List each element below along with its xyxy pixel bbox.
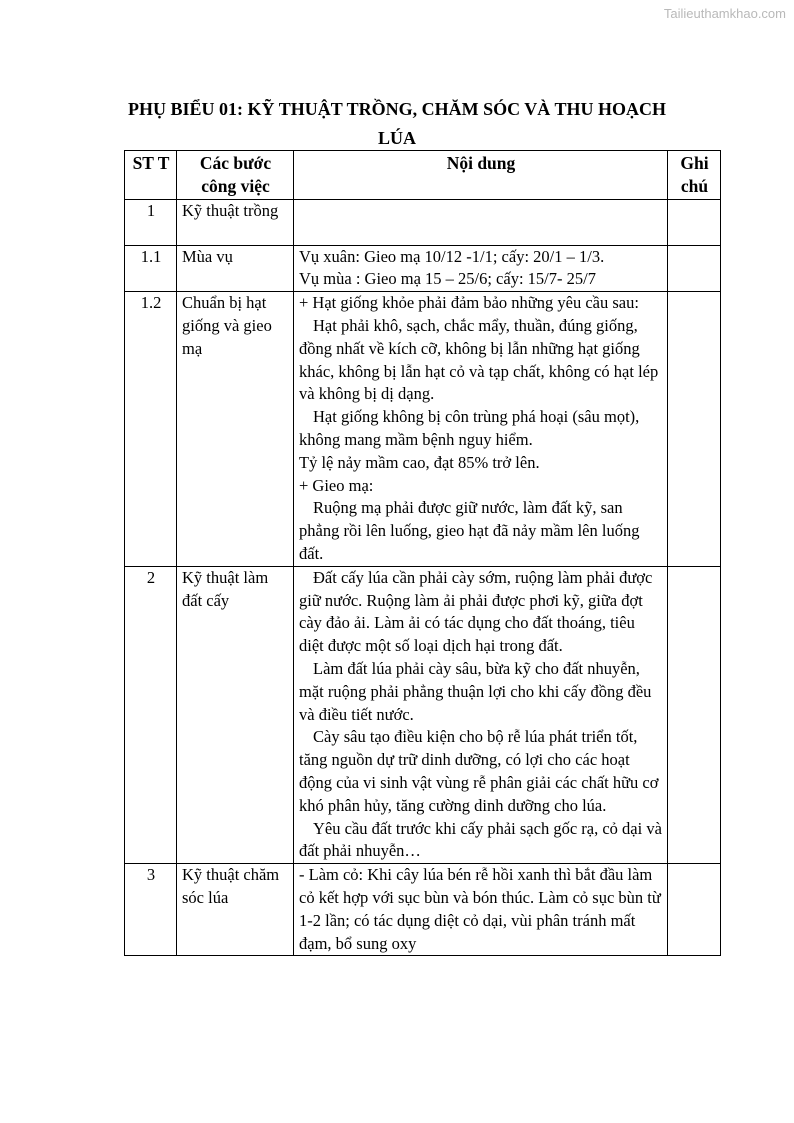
table-row xyxy=(125,199,721,245)
row-stt: 1.2 xyxy=(125,292,177,567)
content-paragraph: Tỷ lệ nảy mầm cao, đạt 85% trở lên. xyxy=(299,452,540,472)
content-paragraph: + Hạt giống khỏe phải đảm bảo những yêu cầu sau: xyxy=(299,293,639,313)
content-paragraph: Ruộng mạ phải được giữ nước, làm đất kỹ, san phẳng rồi lên luống, gieo hạt đã nảy mầm lên luống đất. xyxy=(299,498,640,563)
row-content xyxy=(294,292,668,567)
header-stt: ST T xyxy=(125,151,177,200)
table-row xyxy=(125,566,721,863)
page-title: PHỤ BIỂU 01: KỸ THUẬT TRỒNG, CHĂM SÓC VÀ THU HOẠCH LÚA xyxy=(128,99,666,148)
content-paragraph: Hạt giống không bị côn trùng phá hoại (sâu mọt), không mang mầm bệnh nguy hiểm. xyxy=(299,407,640,449)
row-note xyxy=(668,199,721,245)
rice-technique-table xyxy=(124,150,721,956)
row-content xyxy=(294,245,668,292)
row-step: Chuẩn bị hạt giống và gieo mạ xyxy=(177,292,294,567)
row-stt: 2 xyxy=(125,566,177,863)
row-step: Kỹ thuật trồng xyxy=(177,199,294,245)
row-step: Kỹ thuật chăm sóc lúa xyxy=(177,864,294,956)
row-note xyxy=(668,566,721,863)
row-note xyxy=(668,245,721,292)
header-step: Các bước công việc xyxy=(177,151,294,200)
table-row xyxy=(125,864,721,956)
row-stt: 1.1 xyxy=(125,245,177,292)
content-paragraph: Đất cấy lúa cần phải cày sớm, ruộng làm phải được giữ nước. Ruộng làm ải phải được phơi kỹ, giữa đợt cày đảo ải. Làm ải có tác dụng cho đất thoáng, tiêu diệt được một số loại dịch hại trong đất. xyxy=(299,567,653,656)
row-content xyxy=(294,566,668,863)
header-note: Ghi chú xyxy=(668,151,721,200)
table-row xyxy=(125,245,721,292)
content-paragraph: Làm đất lúa phải cày sâu, bừa kỹ cho đất nhuyễn, mặt ruộng phải phẳng thuận lợi cho khi cấy đồng đều và điều tiết nước. xyxy=(299,658,652,724)
content-paragraph: Yêu cầu đất trước khi cấy phải sạch gốc rạ, cỏ dại và đất phải nhuyễn… xyxy=(299,818,662,861)
row-stt: 1 xyxy=(125,199,177,245)
content-paragraph: - Làm cỏ: Khi cây lúa bén rễ hồi xanh thì bắt đầu làm cỏ kết hợp với sục bùn và bón thúc. Làm cỏ sục bùn từ 1-2 lần; có tác dụng diệt cỏ dại, vùi phân tránh mất đạm, bổ sung oxy xyxy=(299,865,661,953)
content-paragraph: Hạt phải khô, sạch, chắc mẩy, thuần, đúng giống, đồng nhất về kích cỡ, không bị lẫn những hạt giống khác, không bị lẫn hạt cỏ và tạp chất, không có hạt lép và không bị dị dạng. xyxy=(299,315,659,404)
row-step: Kỹ thuật làm đất cấy xyxy=(177,566,294,863)
content-paragraph: + Gieo mạ: xyxy=(299,475,374,495)
row-content xyxy=(294,864,668,956)
row-note xyxy=(668,292,721,567)
table-header-row xyxy=(125,151,721,200)
table-row xyxy=(125,292,721,567)
content-paragraph: Cày sâu tạo điều kiện cho bộ rễ lúa phát triển tốt, tăng nguồn dự trữ dinh dưỡng, có lợi cho các hoạt động của vi sinh vật vùng rễ phân giải các chất hữu cơ khó phân hủy, tăng cường dinh dưỡng cho lúa. xyxy=(299,727,659,815)
content-line: Vụ xuân: Gieo mạ 10/12 -1/1; cấy: 20/1 – 1/3. xyxy=(299,246,605,266)
watermark: Tailieuthamkhao.com xyxy=(663,6,786,21)
header-content: Nội dung xyxy=(294,151,668,200)
row-content xyxy=(294,199,668,245)
row-step: Mùa vụ xyxy=(177,245,294,292)
content-line: Vụ mùa : Gieo mạ 15 – 25/6; cấy: 15/7- 25/7 xyxy=(299,269,596,289)
row-stt: 3 xyxy=(125,864,177,956)
row-note xyxy=(668,864,721,956)
